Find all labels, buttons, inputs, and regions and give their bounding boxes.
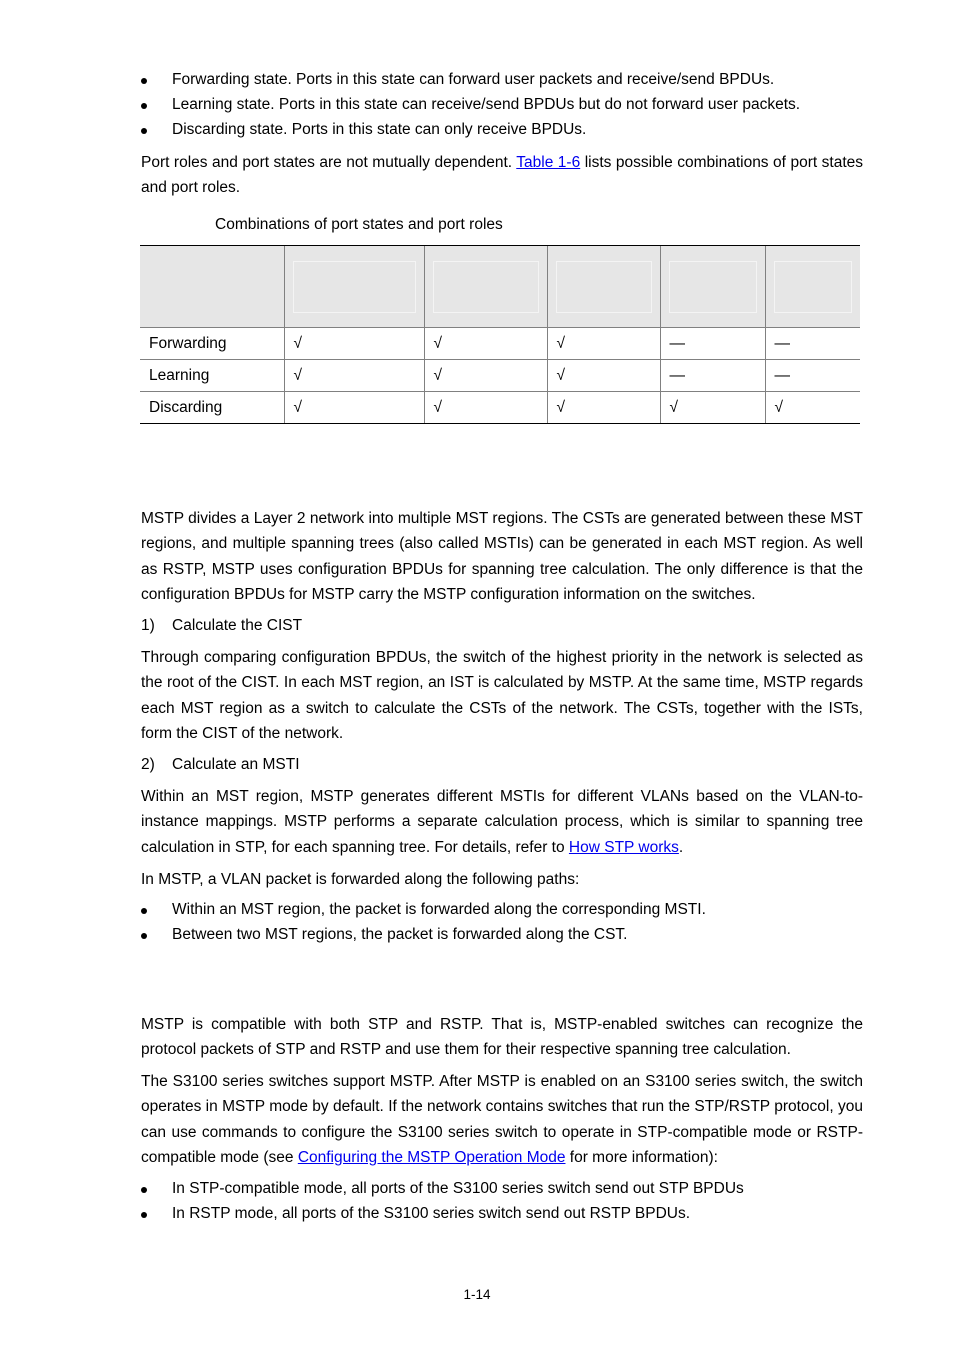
table-cell: √ xyxy=(284,328,424,360)
paragraph-cist: Through comparing configuration BPDUs, the switch of the highest priority in the network is selected as the root of the CIST. In each MST region, an IST is calculated by MSTP. At the same time, MSTP regards each MST region as a switch to calculate the CSTs of the network. The CSTs, together with the ISTs, form the CIST of the network. xyxy=(141,649,863,742)
state-cell: Discarding xyxy=(140,392,284,424)
bullet-icon xyxy=(141,1187,147,1193)
bullet-icon xyxy=(141,908,147,914)
table-cell: √ xyxy=(284,360,424,392)
paragraph-msti: Within an MST region, MSTP generates different MSTIs for different VLANs based on the VLAN-to-instance mappings. MSTP performs a separate calculation process, which is similar to spanning tree calculation in STP, for each spanning tree. For details, refer to How STP works. xyxy=(141,788,863,856)
paragraph-port-roles: Port roles and port states are not mutually dependent. Table 1-6 lists possible combinations of port states and port roles. xyxy=(141,154,864,197)
table-caption: Combinations of port states and port roles xyxy=(215,216,503,233)
how-stp-works-link[interactable]: How STP works xyxy=(568,838,679,856)
table-cell: √ xyxy=(547,360,660,392)
table-cell: — xyxy=(765,360,860,392)
header-cell xyxy=(660,246,765,328)
table-cell: — xyxy=(765,328,860,360)
table-cell: √ xyxy=(547,392,660,424)
list-item: Learning state. Ports in this state can receive/send BPDUs but do not forward user packets. xyxy=(141,95,863,115)
state-cell: Learning xyxy=(140,360,284,392)
bullet-icon xyxy=(141,103,147,109)
table-cell: √ xyxy=(284,392,424,424)
header-cell xyxy=(547,246,660,328)
table-row xyxy=(140,360,860,392)
list-item: Within an MST region, the packet is forwarded along the corresponding MSTI. xyxy=(141,900,863,920)
paragraph-paths: In MSTP, a VLAN packet is forwarded along the following paths: xyxy=(141,871,580,888)
list-item: Discarding state. Ports in this state can only receive BPDUs. xyxy=(141,120,863,140)
mstp-operation-mode-link[interactable]: Configuring the MSTP Operation Mode xyxy=(297,1148,566,1166)
list-item: Between two MST regions, the packet is forwarded along the CST. xyxy=(141,925,863,945)
table-cell: — xyxy=(660,360,765,392)
table-header-row xyxy=(140,246,860,328)
paragraph-compat: MSTP is compatible with both STP and RSTP. That is, MSTP-enabled switches can recognize the protocol packets of STP and RSTP and use them for their respective spanning tree calculation. xyxy=(141,1016,863,1059)
header-cell xyxy=(765,246,860,328)
table-cell: √ xyxy=(547,328,660,360)
table-row xyxy=(140,392,860,424)
header-cell xyxy=(424,246,547,328)
table-row xyxy=(140,328,860,360)
list-item: In RSTP mode, all ports of the S3100 series switch send out RSTP BPDUs. xyxy=(141,1204,863,1224)
state-cell: Forwarding xyxy=(140,328,284,360)
list-item: Forwarding state. Ports in this state can forward user packets and receive/send BPDUs. xyxy=(141,70,863,90)
bullet-icon xyxy=(141,78,147,84)
table-reference-link[interactable]: Table 1-6 xyxy=(516,154,581,171)
table-cell: √ xyxy=(660,392,765,424)
table-cell: √ xyxy=(424,360,547,392)
bullet-icon xyxy=(141,1212,147,1218)
table-cell: — xyxy=(660,328,765,360)
paragraph-s3100: The S3100 series switches support MSTP. After MSTP is enabled on an S3100 series switch, the switch operates in MSTP mode by default. If the network contains switches that run the STP/RSTP protocol, you can use commands to configure the S3100 series switch to operate in STP-compatible mode or RSTP-compatible mode (see Configuring the MSTP Operation Mode for more information): xyxy=(141,1073,863,1166)
header-cell xyxy=(284,246,424,328)
table-cell: √ xyxy=(765,392,860,424)
list-item: In STP-compatible mode, all ports of the S3100 series switch send out STP BPDUs xyxy=(141,1179,863,1199)
table-cell: √ xyxy=(424,328,547,360)
table-cell: √ xyxy=(424,392,547,424)
bullet-icon xyxy=(141,933,147,939)
port-states-table xyxy=(140,245,860,424)
header-cell xyxy=(140,246,284,328)
page-number: 1-14 xyxy=(463,1287,491,1302)
bullet-icon xyxy=(141,128,147,134)
paragraph-mstp-divides: MSTP divides a Layer 2 network into multiple MST regions. The CSTs are generated between these MST regions, and multiple spanning trees (also called MSTIs) can be generated in each MST region. As well as RSTP, MSTP uses configuration BPDUs for spanning tree calculation. The only difference is that the configuration BPDUs for MSTP carry the MSTP configuration information on the switches. xyxy=(141,510,863,603)
